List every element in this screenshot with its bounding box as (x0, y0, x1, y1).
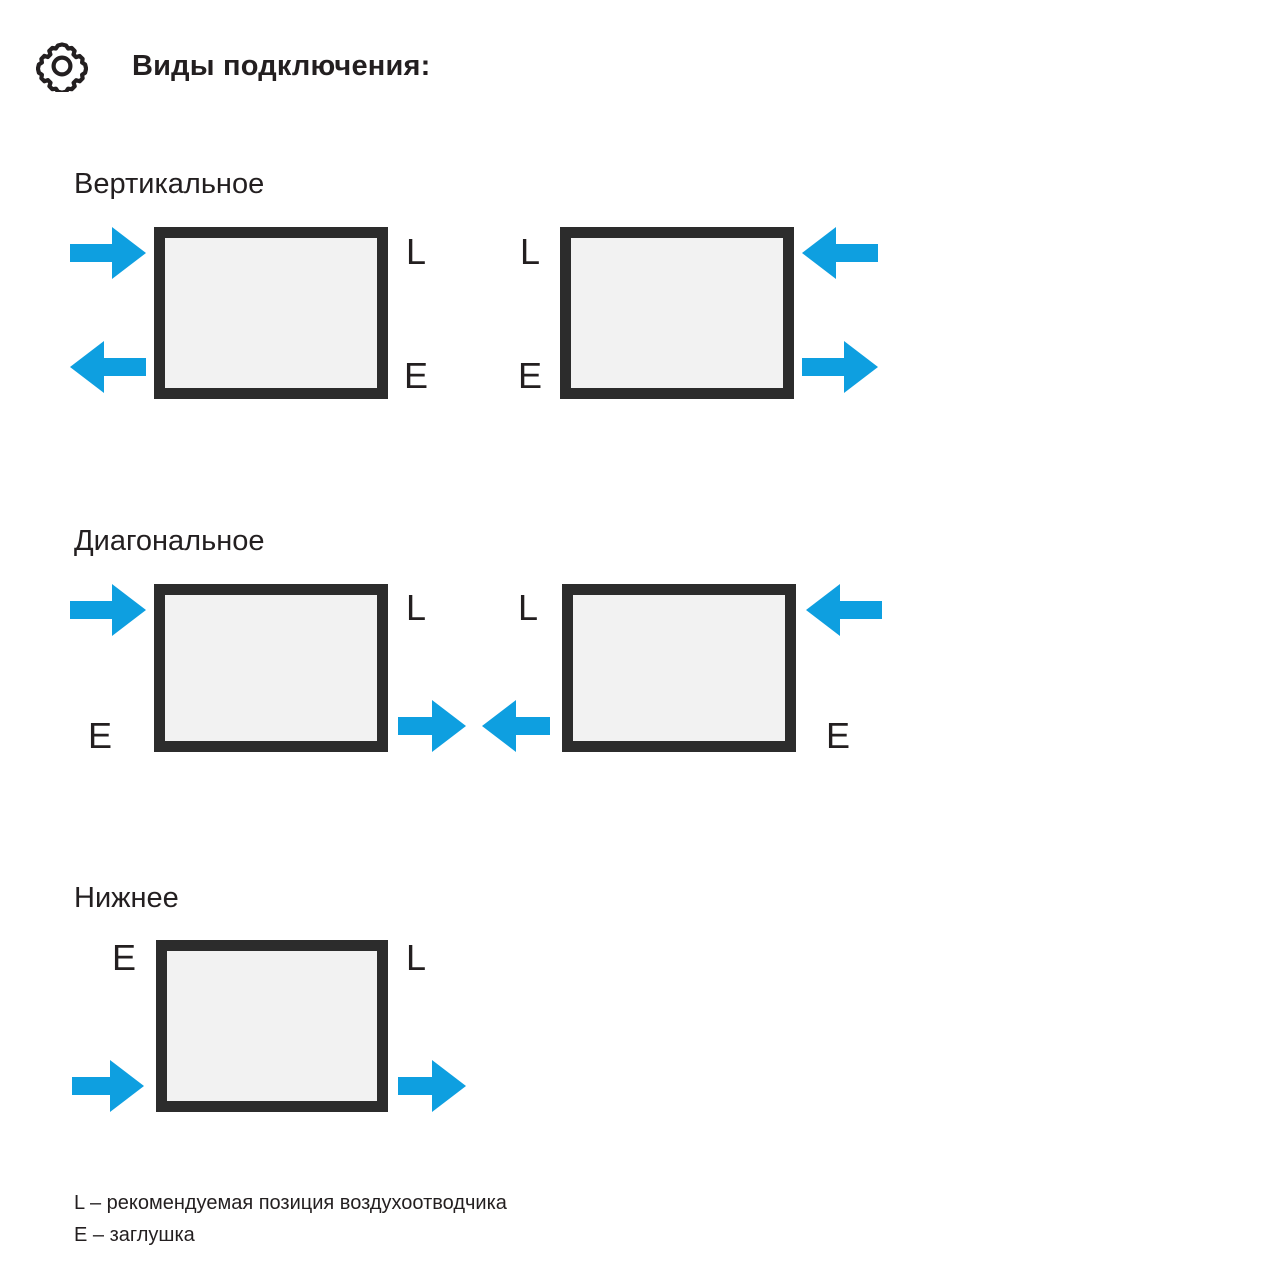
page-header (36, 40, 431, 92)
section-title-bottom: Нижнее (74, 882, 179, 914)
radiator-diagonal-left (154, 584, 388, 752)
arrow-inlet-right-top-vertical (802, 227, 878, 284)
radiator-bottom (156, 940, 388, 1112)
letter-diagonal-left-top: L (406, 587, 427, 628)
gear-icon (36, 40, 88, 92)
page-title: Виды подключения: (132, 49, 431, 82)
letter-diagonal-left-bottom: E (88, 715, 113, 756)
arrow-outlet-right-bottom-vertical (802, 341, 878, 398)
letter-vertical-right-top: L (520, 231, 541, 272)
radiator-vertical-right (560, 227, 794, 399)
letter-bottom-right: L (406, 937, 427, 978)
arrow-inlet-left-top-diagonal (70, 584, 146, 641)
section-title-diagonal: Диагональное (74, 525, 265, 557)
arrow-inlet-left-top-vertical (70, 227, 146, 284)
section-title-vertical: Вертикальное (74, 168, 265, 200)
letter-bottom-left: E (112, 937, 137, 978)
radiator-vertical-left (154, 227, 388, 399)
arrow-outlet-right-bottom-diagonal (398, 700, 466, 757)
letter-vertical-left-top: L (406, 231, 427, 272)
arrow-outlet-bottom-right (398, 1060, 466, 1117)
letter-vertical-right-bottom: E (518, 355, 543, 396)
legend-line-plug: E – заглушка (74, 1224, 195, 1246)
arrow-inlet-bottom-left (72, 1060, 144, 1117)
letter-vertical-left-bottom: E (404, 355, 429, 396)
arrow-inlet-right-top-diagonal (806, 584, 882, 641)
arrow-outlet-left-bottom-vertical (70, 341, 146, 398)
legend-line-air-vent: L – рекомендуемая позиция воздухоотводчика (74, 1192, 507, 1214)
arrow-outlet-left-bottom-diagonal (482, 700, 550, 757)
letter-diagonal-right-bottom: E (826, 715, 851, 756)
radiator-diagonal-right (562, 584, 796, 752)
letter-diagonal-right-top: L (518, 587, 539, 628)
